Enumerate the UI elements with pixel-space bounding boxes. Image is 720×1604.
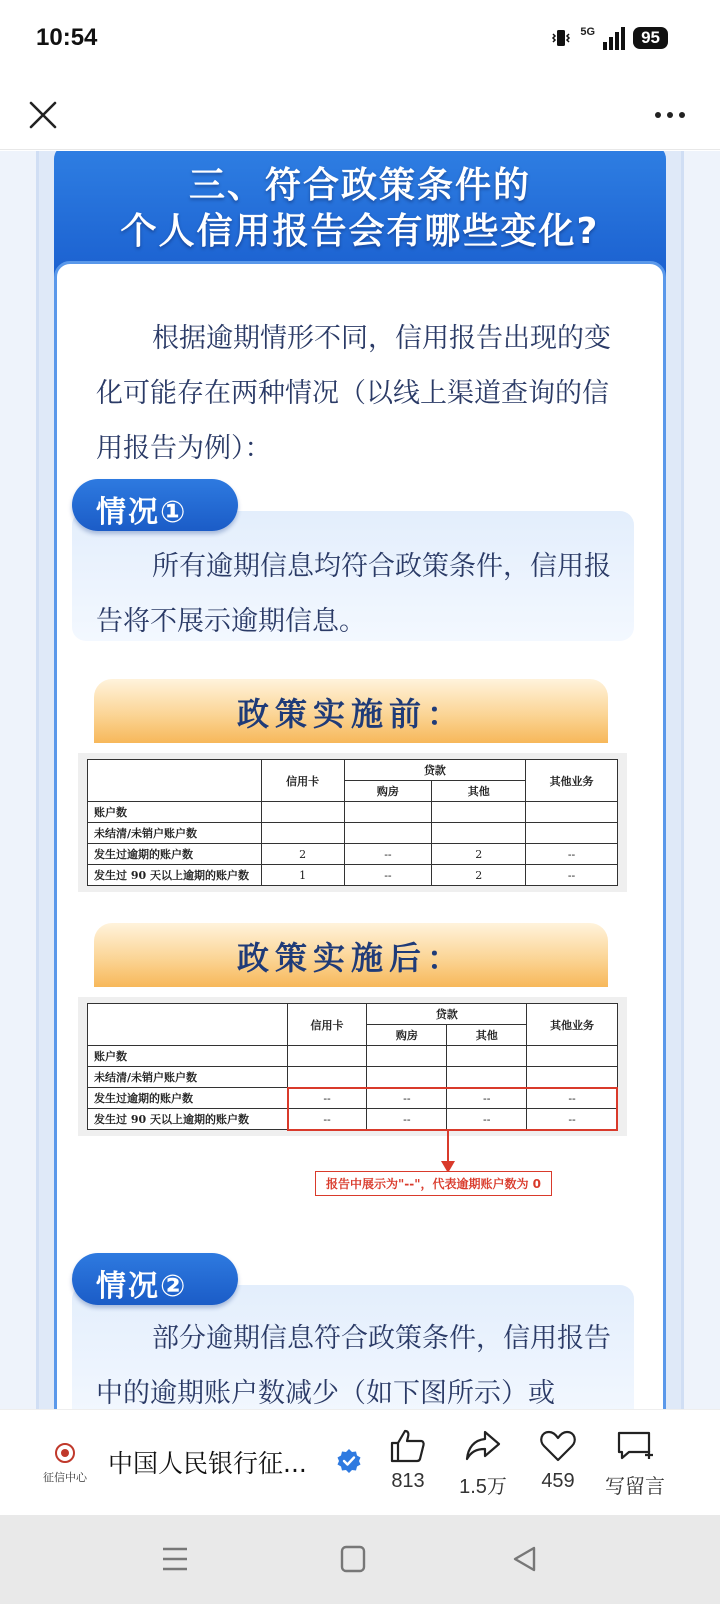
square-icon	[333, 1543, 373, 1575]
share-count: 1.5万	[459, 1476, 507, 1498]
share-button[interactable]	[443, 1428, 523, 1499]
case1-label-pill: 情况①	[72, 479, 238, 531]
zero-overdue-note: 报告中展示为"--"，代表逾期账户数为 0	[315, 1171, 552, 1196]
battery-indicator: 95	[633, 27, 668, 49]
table-row	[88, 1046, 618, 1067]
table-cell: 2	[432, 865, 526, 886]
table-cell: --	[344, 844, 432, 865]
more-options-button[interactable]	[642, 90, 698, 140]
col-credit-card: 信用卡	[261, 760, 344, 802]
col-other-business: 其他业务	[526, 760, 618, 802]
table-cell	[367, 1046, 447, 1067]
signal-icon	[603, 26, 625, 50]
table-cell: --	[447, 1088, 527, 1109]
table-cell: --	[526, 844, 618, 865]
table-cell	[447, 1067, 527, 1088]
col-loan: 贷款	[367, 1004, 527, 1025]
table-cell: --	[527, 1109, 618, 1130]
comment-button[interactable]	[595, 1428, 675, 1499]
like-count: 813	[391, 1470, 425, 1492]
banner-title-line2: 个人信用报告会有哪些变化?	[120, 211, 600, 252]
table-cell: --	[287, 1109, 367, 1130]
table-cell	[367, 1067, 447, 1088]
after-header: 政策实施后：	[94, 923, 608, 987]
top-nav-bar	[0, 80, 720, 150]
banner-title-line1: 三、符合政策条件的	[188, 165, 531, 206]
table-cell	[261, 802, 344, 823]
col-other: 其他	[447, 1025, 527, 1046]
table-cell: --	[367, 1088, 447, 1109]
case1-paragraph: 所有逾期信息均符合政策条件，信用报告将不展示逾期信息。	[96, 551, 611, 637]
table-cell: 2	[261, 844, 344, 865]
thumbs-up-icon	[388, 1428, 428, 1464]
logo-text: 征信中心	[43, 1471, 87, 1484]
table-cell: 2	[432, 844, 526, 865]
row-label: 账户数	[88, 802, 262, 823]
table-cell: --	[526, 865, 618, 886]
case2-label-pill: 情况②	[72, 1253, 238, 1305]
row-label: 发生过逾期的账户数	[88, 844, 262, 865]
table-cell	[432, 823, 526, 844]
article-content[interactable]	[0, 151, 720, 1409]
network-type: 5G	[580, 26, 596, 38]
table-cell: --	[447, 1109, 527, 1130]
row-label: 发生过逾期的账户数	[88, 1088, 288, 1109]
table-cell	[432, 802, 526, 823]
arrow-line	[447, 1131, 449, 1163]
home-button[interactable]	[333, 1543, 373, 1575]
table-cell: --	[344, 865, 432, 886]
intro-paragraph: 根据逾期情形不同，信用报告出现的变化可能存在两种情况（以线上渠道查询的信用报告为例）：	[96, 323, 611, 464]
col-credit-card: 信用卡	[287, 1004, 367, 1046]
table-cell: --	[527, 1088, 618, 1109]
table-cell: 1	[261, 865, 344, 886]
corner-cell	[88, 1004, 288, 1046]
account-logo[interactable]	[36, 1440, 94, 1488]
case2-paragraph: 部分逾期信息符合政策条件，信用报告中的逾期账户数减少（如下图所示）或	[96, 1323, 611, 1409]
corner-cell	[88, 760, 262, 802]
table-row	[88, 1067, 618, 1088]
back-triangle-icon	[505, 1543, 545, 1575]
comment-label: 写留言	[605, 1476, 665, 1498]
row-label: 发生过 90 天以上逾期的账户数	[88, 865, 262, 886]
table-cell	[344, 823, 432, 844]
status-time: 10:54	[36, 24, 98, 51]
vibrate-icon	[550, 27, 572, 49]
status-icons	[550, 26, 668, 50]
table-cell: --	[367, 1109, 447, 1130]
table-cell	[287, 1046, 367, 1067]
heart-icon	[538, 1428, 578, 1464]
back-button[interactable]	[505, 1543, 545, 1575]
close-icon	[18, 90, 68, 140]
row-label: 发生过 90 天以上逾期的账户数	[88, 1109, 288, 1130]
menu-lines-icon	[155, 1543, 195, 1575]
col-house: 购房	[344, 781, 432, 802]
table-row	[88, 802, 618, 823]
table-cell	[287, 1067, 367, 1088]
row-label: 未结清/未销户账户数	[88, 1067, 288, 1088]
close-button[interactable]	[18, 90, 68, 140]
table-cell	[526, 823, 618, 844]
table-cell	[526, 802, 618, 823]
before-header: 政策实施前：	[94, 679, 608, 743]
account-name[interactable]: 中国人民银行征...	[108, 1449, 307, 1478]
col-house: 购房	[367, 1025, 447, 1046]
table-cell	[447, 1046, 527, 1067]
table-cell	[344, 802, 432, 823]
recent-apps-button[interactable]	[155, 1543, 195, 1575]
col-other-business: 其他业务	[527, 1004, 618, 1046]
like-button[interactable]	[368, 1428, 448, 1493]
highlight-box	[287, 1087, 618, 1131]
table-cell: --	[287, 1088, 367, 1109]
col-other: 其他	[432, 781, 526, 802]
share-arrow-icon	[463, 1428, 503, 1464]
table-cell	[261, 823, 344, 844]
before-table	[87, 759, 618, 886]
table-row	[88, 844, 618, 865]
comment-add-icon	[615, 1428, 655, 1464]
table-cell	[527, 1046, 618, 1067]
before-table-wrap	[78, 753, 627, 892]
table-row	[88, 823, 618, 844]
favorite-count: 459	[541, 1470, 575, 1492]
verified-icon	[336, 1448, 362, 1474]
table-cell	[527, 1067, 618, 1088]
system-navigation-bar	[0, 1515, 720, 1604]
favorite-button[interactable]	[518, 1428, 598, 1493]
row-label: 账户数	[88, 1046, 288, 1067]
more-horizontal-icon	[642, 90, 698, 140]
col-loan: 贷款	[344, 760, 526, 781]
status-bar	[0, 0, 720, 80]
bottom-action-bar	[0, 1409, 720, 1515]
table-row	[88, 865, 618, 886]
row-label: 未结清/未销户账户数	[88, 823, 262, 844]
